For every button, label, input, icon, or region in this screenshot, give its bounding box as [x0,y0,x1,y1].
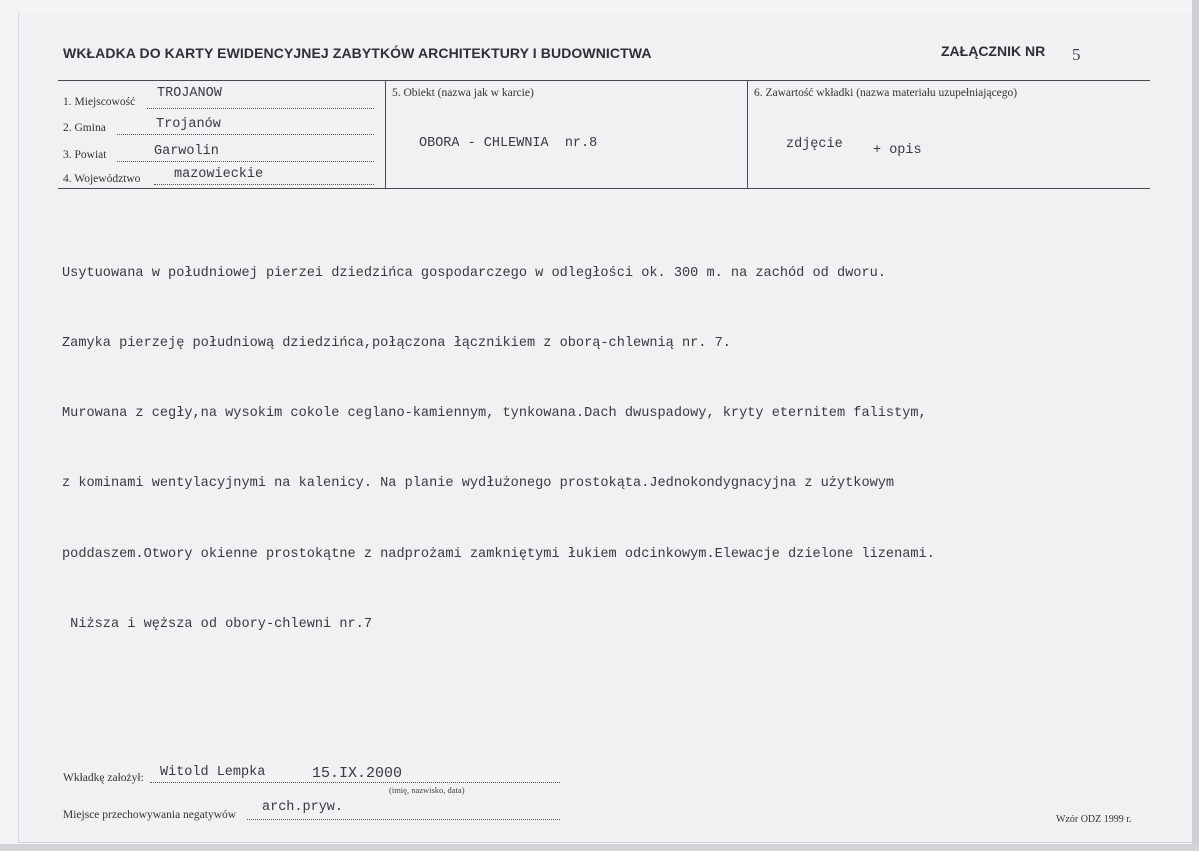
attachment-number: 5 [1072,45,1081,64]
object-value: OBORA - CHLEWNIA nr.8 [419,136,598,151]
wojewodztwo-label: 4. Województwo [63,173,141,185]
contents-value: zdjęcie [786,137,843,152]
contents-label: 6. Zawartość wkładki (nazwa materiału uzupełniającego) [754,87,1018,99]
form-code: Wzór ODZ 1999 r. [1056,814,1132,825]
storage-label: Miejsce przechowywania negatywów [63,809,237,821]
paper-edge-bottom [0,844,1199,851]
description-line: poddaszem.Otwory okienne prostokątne z nadprożami zamkniętymi łukiem odcinkowym.Elewacje dzielone lizenami. [62,546,935,562]
founder-value: Witold Lempka [160,765,266,780]
gmina-dotline [117,134,374,135]
table-top-border [58,80,1150,81]
contents-extra-value: + opis [873,143,922,158]
powiat-dotline [117,161,374,162]
founder-date: 15.IX.2000 [312,765,403,782]
miejscowosc-value: TROJANOW [157,86,222,101]
gmina-label: 2. Gmina [63,122,106,134]
gmina-value: Trojanów [156,117,221,132]
column-divider-1 [385,80,386,189]
description-text [62,215,1162,660]
founder-hint: (imię, nazwisko, data) [389,785,465,795]
powiat-value: Garwolin [154,144,219,159]
description-line: Usytuowana w południowej pierzei dziedzińca gospodarczego w odległości ok. 300 m. na zachód od dworu. [62,265,886,281]
description-line: Murowana z cegły,na wysokim cokole ceglano-kamiennym, tynkowana.Dach dwuspadowy, kryty eternitem falistym, [62,406,927,422]
table-bottom-border [58,188,1150,189]
miejscowosc-dotline [147,108,374,109]
object-label: 5. Obiekt (nazwa jak w karcie) [392,87,534,99]
wojewodztwo-dotline [154,184,374,185]
attachment-label: ZAŁĄCZNIK NR [941,43,1046,59]
founder-label: Wkładkę założył: [63,772,144,784]
wojewodztwo-value: mazowieckie [174,167,264,182]
column-divider-2 [747,80,748,189]
storage-dotline [247,819,560,820]
description-line: z kominami wentylacyjnymi na kalenicy. Na planie wydłużonego prostokąta.Jednokondygnacyjna z użytkowym [62,476,895,492]
document-title: WKŁADKA DO KARTY EWIDENCYJNEJ ZABYTKÓW ARCHITEKTURY I BUDOWNICTWA [63,45,652,61]
powiat-label: 3. Powiat [63,149,107,161]
miejscowosc-label: 1. Miejscowość [63,96,136,108]
description-line: Niższa i węższa od obory-chlewni nr.7 [62,616,372,632]
paper-edge-right [1192,0,1199,851]
description-line: Zamyka pierzeję południową dziedzińca,połączona łącznikiem z oborą-chlewnią nr. 7. [62,336,731,352]
storage-value: arch.pryw. [262,800,344,815]
founder-dotline [150,782,560,783]
